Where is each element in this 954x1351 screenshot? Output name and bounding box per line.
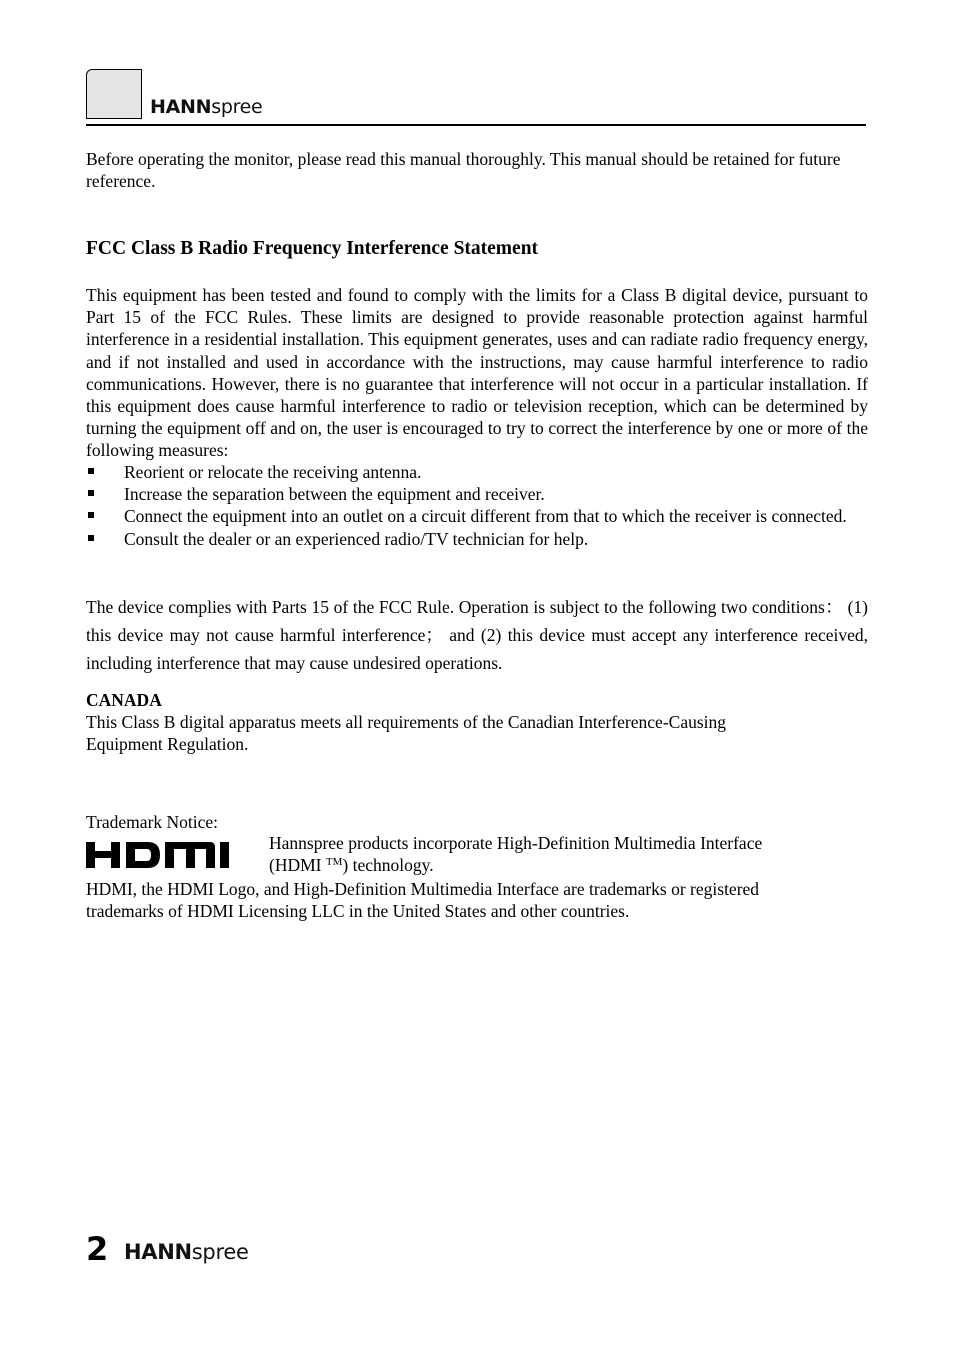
list-item: Consult the dealer or an experienced radio/TV technician for help.	[86, 528, 868, 550]
fcc-conditions-paragraph: The device complies with Parts 15 of the FCC Rule. Operation is subject to the following two conditions： (1) this device may not cause harmful interference； and (2) this device must accept any interference received, including interference that may cause undesired operations.	[86, 597, 868, 673]
bullet-square-icon	[88, 512, 94, 518]
fcc-measures-list	[86, 461, 868, 550]
trademark-notice	[86, 878, 868, 922]
bullet-square-icon	[88, 535, 94, 541]
footer-brand-bold: HANN	[124, 1240, 192, 1264]
canada-text-line1: This Class B digital apparatus meets all requirements of the Canadian Interference-Causing	[86, 712, 727, 733]
footer-brand-light: spree	[191, 1240, 249, 1264]
hdmi-text-line1: Hannspree products incorporate High-Definition Multimedia Interface	[269, 833, 763, 853]
trademark-notice-line2: trademarks of HDMI Licensing LLC in the United States and other countries.	[86, 901, 630, 922]
list-item: Reorient or relocate the receiving antenna.	[86, 461, 868, 483]
canada-section	[86, 689, 868, 756]
list-item: Increase the separation between the equipment and receiver.	[86, 483, 868, 505]
canada-text-line2: Equipment Regulation.	[86, 734, 249, 755]
trademark-notice-line1: HDMI, the HDMI Logo, and High-Definition Multimedia Interface are trademarks or registered	[86, 879, 760, 899]
header-brand-light: spree	[211, 96, 263, 118]
hdmi-logo-icon	[86, 840, 230, 870]
hdmi-technology-text	[269, 832, 869, 876]
hdmi-text-line2: (HDMI ™) technology.	[269, 855, 434, 876]
header-rule	[86, 124, 866, 126]
fcc-paragraph: This equipment has been tested and found to comply with the limits for a Class B digital device, pursuant to Part 15 of the FCC Rules. These limits are designed to provide reasonable protection against harmful interference in a residential installation. This equipment generates, uses and can radiate radio frequency energy, and if not installed and used in accordance with the instructions, may cause harmful interference to radio communications. However, there is no guarantee that interference will not occur in a particular installation. If this equipment does cause harmful interference to radio or television reception, which can be determined by turning the equipment off and on, the user is encouraged to try to correct the interference by one or more of the following measures:	[86, 285, 868, 461]
header-brand-bold: HANN	[150, 96, 212, 118]
header-brand-logo	[150, 96, 262, 118]
page-number: 2	[86, 1230, 109, 1268]
bullet-square-icon	[88, 468, 94, 474]
canada-title: CANADA	[86, 690, 162, 710]
bullet-square-icon	[88, 490, 94, 496]
trademark-superscript: TM	[325, 856, 343, 869]
intro-paragraph: Before operating the monitor, please read this manual thoroughly. This manual should be retained for future reference.	[86, 149, 841, 192]
footer-brand-logo	[124, 1240, 249, 1264]
header-tab-box	[86, 69, 142, 119]
trademark-label: Trademark Notice:	[86, 812, 219, 832]
fcc-heading: FCC Class B Radio Frequency Interference Statement	[86, 238, 539, 259]
list-item: Connect the equipment into an outlet on a circuit different from that to which the receiver is connected.	[86, 505, 868, 527]
